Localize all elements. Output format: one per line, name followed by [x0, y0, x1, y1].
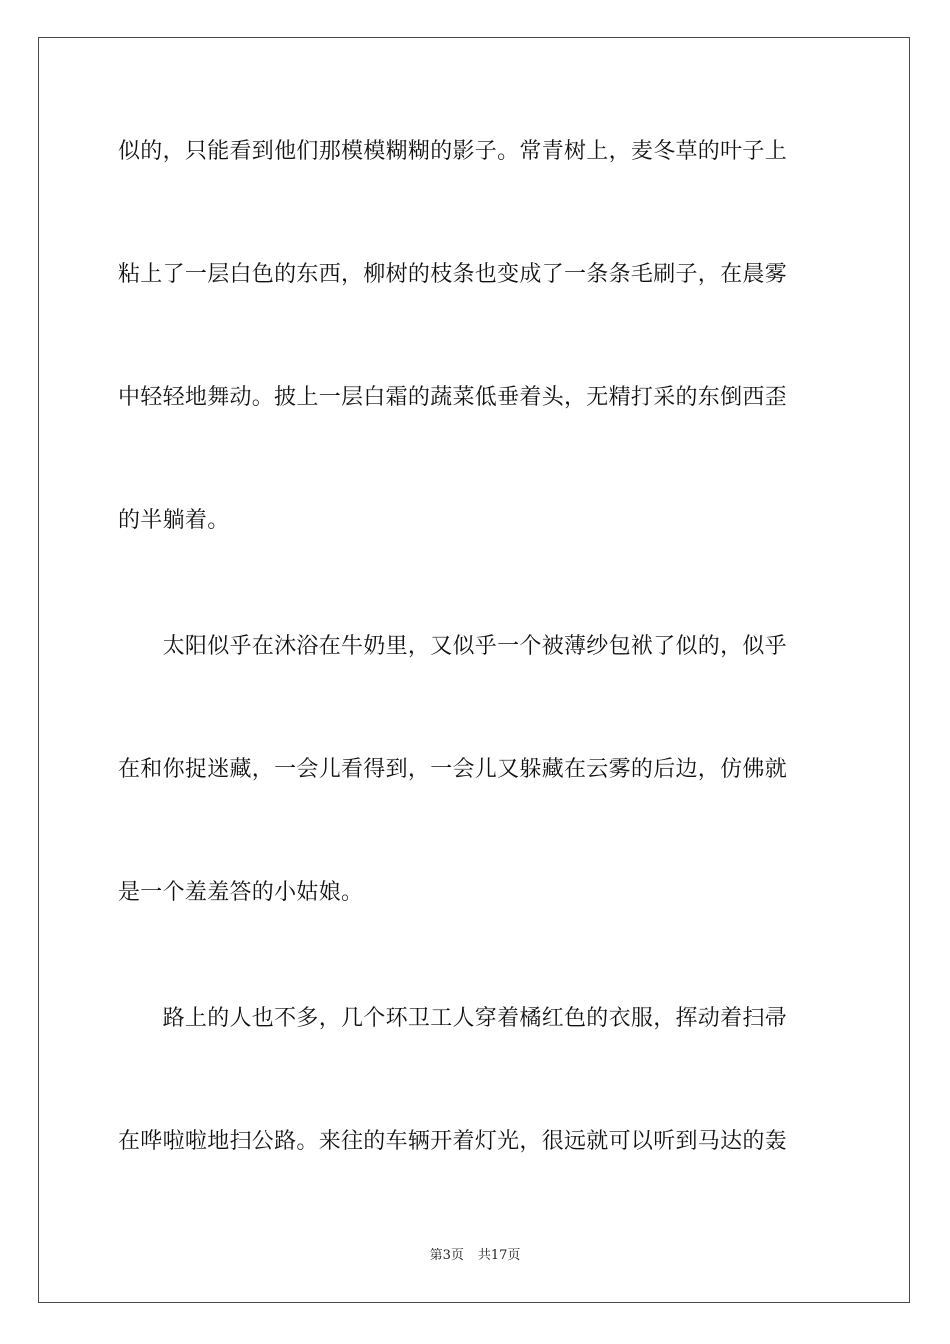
text-line: 在哗啦啦地扫公路。来往的车辆开着灯光，很远就可以听到马达的轰 [118, 1129, 788, 1154]
page-border [38, 37, 910, 1303]
text-line: 太阳似乎在沐浴在牛奶里，又似乎一个被薄纱包袱了似的，似乎 [118, 634, 788, 659]
text-line: 似的，只能看到他们那模模糊糊的影子。常青树上，麦冬草的叶子上 [118, 139, 788, 164]
text-line: 的半躺着。 [118, 508, 230, 533]
text-line: 在和你捉迷藏，一会儿看得到，一会儿又躲藏在云雾的后边，仿佛就 [118, 757, 788, 782]
text-line: 是一个羞羞答的小姑娘。 [118, 880, 364, 905]
page-total: 共17页 [477, 1248, 521, 1263]
page-footer [0, 1247, 950, 1265]
text-line: 粘上了一层白色的东西，柳树的枝条也变成了一条条毛刷子，在晨雾 [118, 262, 788, 287]
page-number: 第3页 [429, 1248, 464, 1263]
text-line: 路上的人也不多，几个环卫工人穿着橘红色的衣服，挥动着扫帚 [118, 1006, 788, 1031]
text-line: 中轻轻地舞动。披上一层白霜的蔬菜低垂着头，无精打采的东倒西歪 [118, 385, 788, 410]
